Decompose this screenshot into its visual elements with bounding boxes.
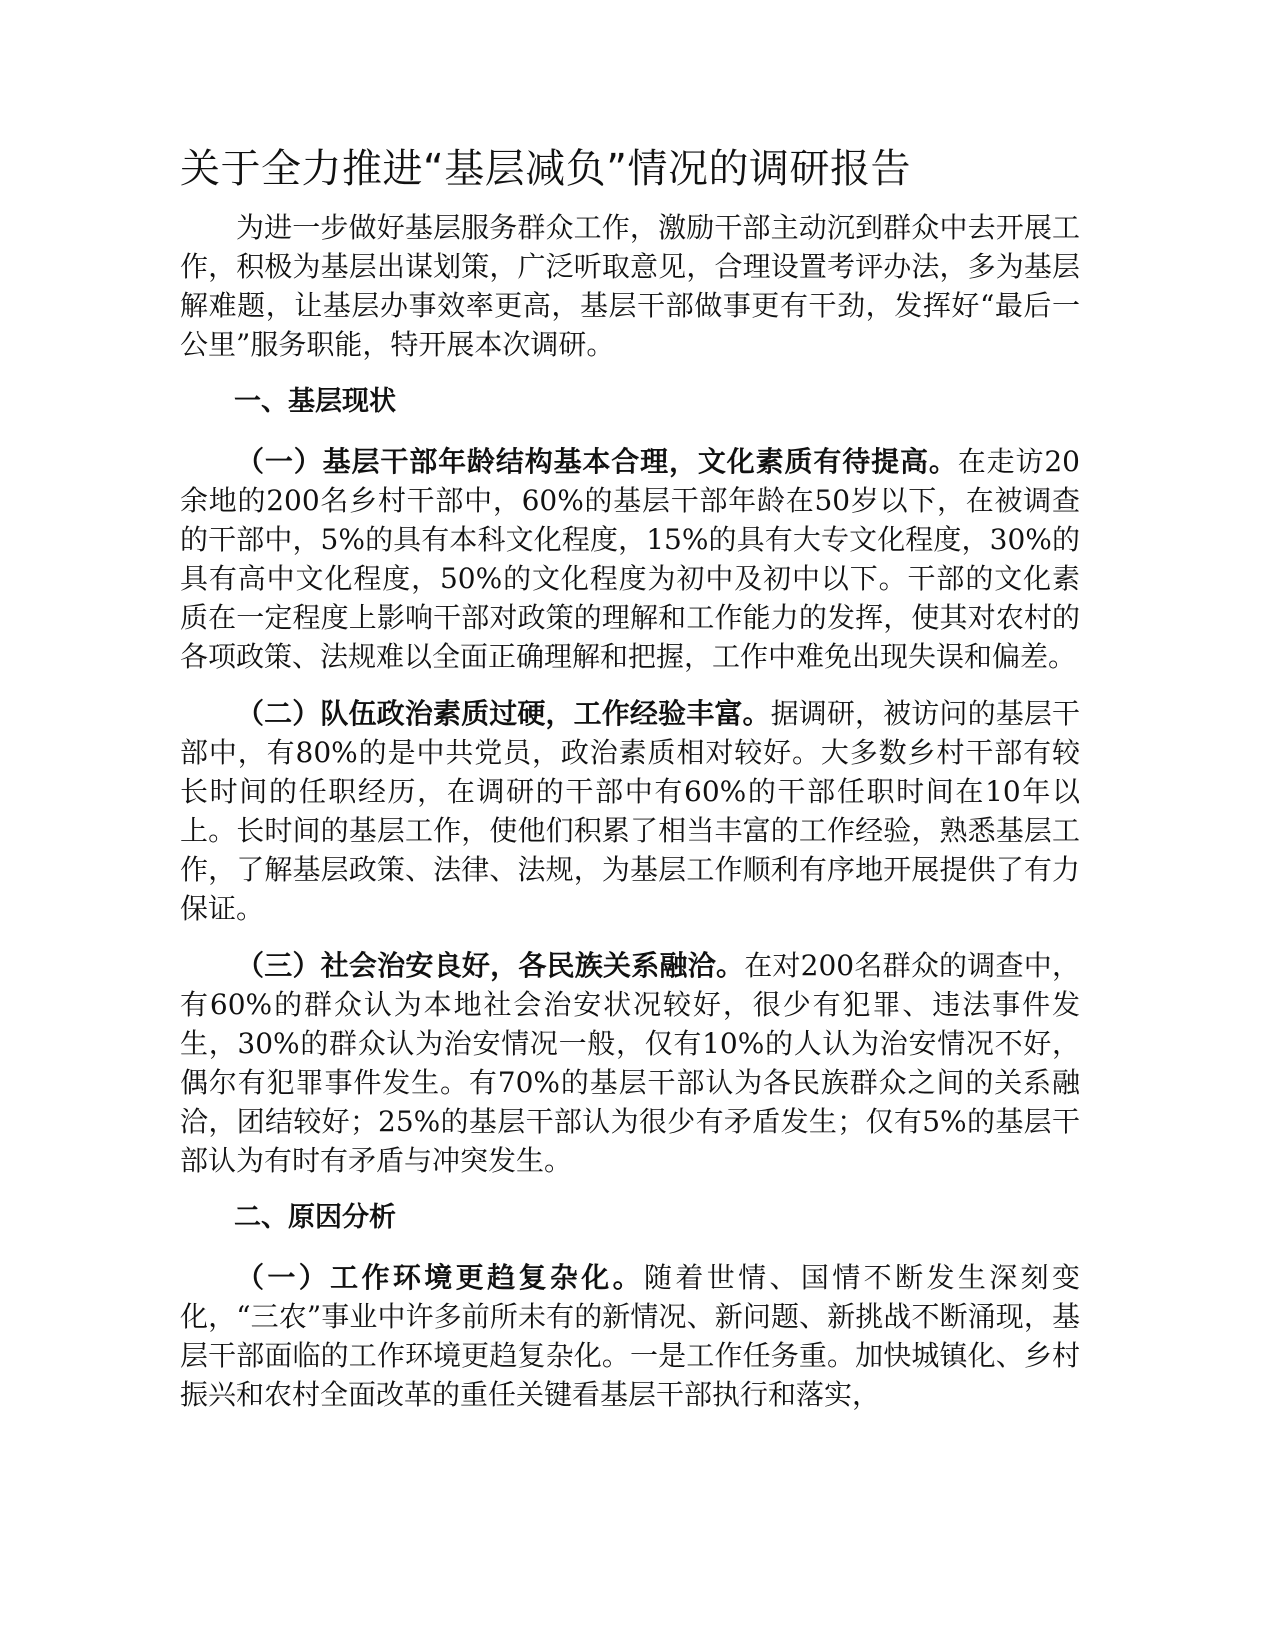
item-body: 据调研，被访问的基层干部中，有80%的是中共党员，政治素质相对较好。大多数乡村干部有较长时间的任职经历，在调研的干部中有60%的干部任职时间在10年以上。长时间的基层工作，使他们积累了相当丰富的工作经验，熟悉基层工作，了解基层政策、法律、法规，为基层工作顺利有序地开展提供了有力保证。 [180,697,1080,925]
document-page [180,140,1080,1432]
item-body: 随着世情、国情不断发生深刻变化，“三农”事业中许多前所未有的新情况、新问题、新挑战不断涌现，基层干部面临的工作环境更趋复杂化。一是工作任务重。加快城镇化、乡村振兴和农村全面改革的重任关键看基层干部执行和落实， [180,1261,1080,1411]
intro-paragraph: 为进一步做好基层服务群众工作，激励干部主动沉到群众中去开展工作，积极为基层出谋划策，广泛听取意见，合理设置考评办法，多为基层解难题，让基层办事效率更高，基层干部做事更有干劲，发挥好“最后一公里”服务职能，特开展本次调研。 [180,211,1080,361]
section-heading-1: 一、基层现状 [234,386,396,417]
document-title: 关于全力推进“基层减负”情况的调研报告 [180,146,911,192]
section-heading-2: 二、原因分析 [234,1202,396,1233]
section1-item-2 [180,694,1080,928]
section2-item-1 [180,1258,1080,1414]
item-lead: （二）队伍政治素质过硬，工作经验丰富。 [236,697,771,730]
item-lead: （三）社会治安良好，各民族关系融洽。 [236,949,745,982]
section1-item-1 [180,442,1080,676]
item-lead: （一）工作环境更趋复杂化。 [236,1261,644,1294]
item-body: 在走访20余地的200名乡村干部中，60%的基层干部年龄在50岁以下，在被调查的干部中，5%的具有本科文化程度，15%的具有大专文化程度，30%的具有高中文化程度，50%的文化程度为初中及初中以下。干部的文化素质在一定程度上影响干部对政策的理解和工作能力的发挥，使其对农村的各项政策、法规难以全面正确理解和把握，工作中难免出现失误和偏差。 [180,445,1080,673]
section1-item-3 [180,946,1080,1180]
item-lead: （一）基层干部年龄结构基本合理，文化素质有待提高。 [236,445,958,478]
item-body: 在对200名群众的调查中，有60%的群众认为本地社会治安状况较好，很少有犯罪、违法事件发生，30%的群众认为治安情况一般，仅有10%的人认为治安情况不好，偶尔有犯罪事件发生。有70%的基层干部认为各民族群众之间的关系融洽，团结较好；25%的基层干部认为很少有矛盾发生；仅有5%的基层干部认为有时有矛盾与冲突发生。 [180,949,1080,1177]
